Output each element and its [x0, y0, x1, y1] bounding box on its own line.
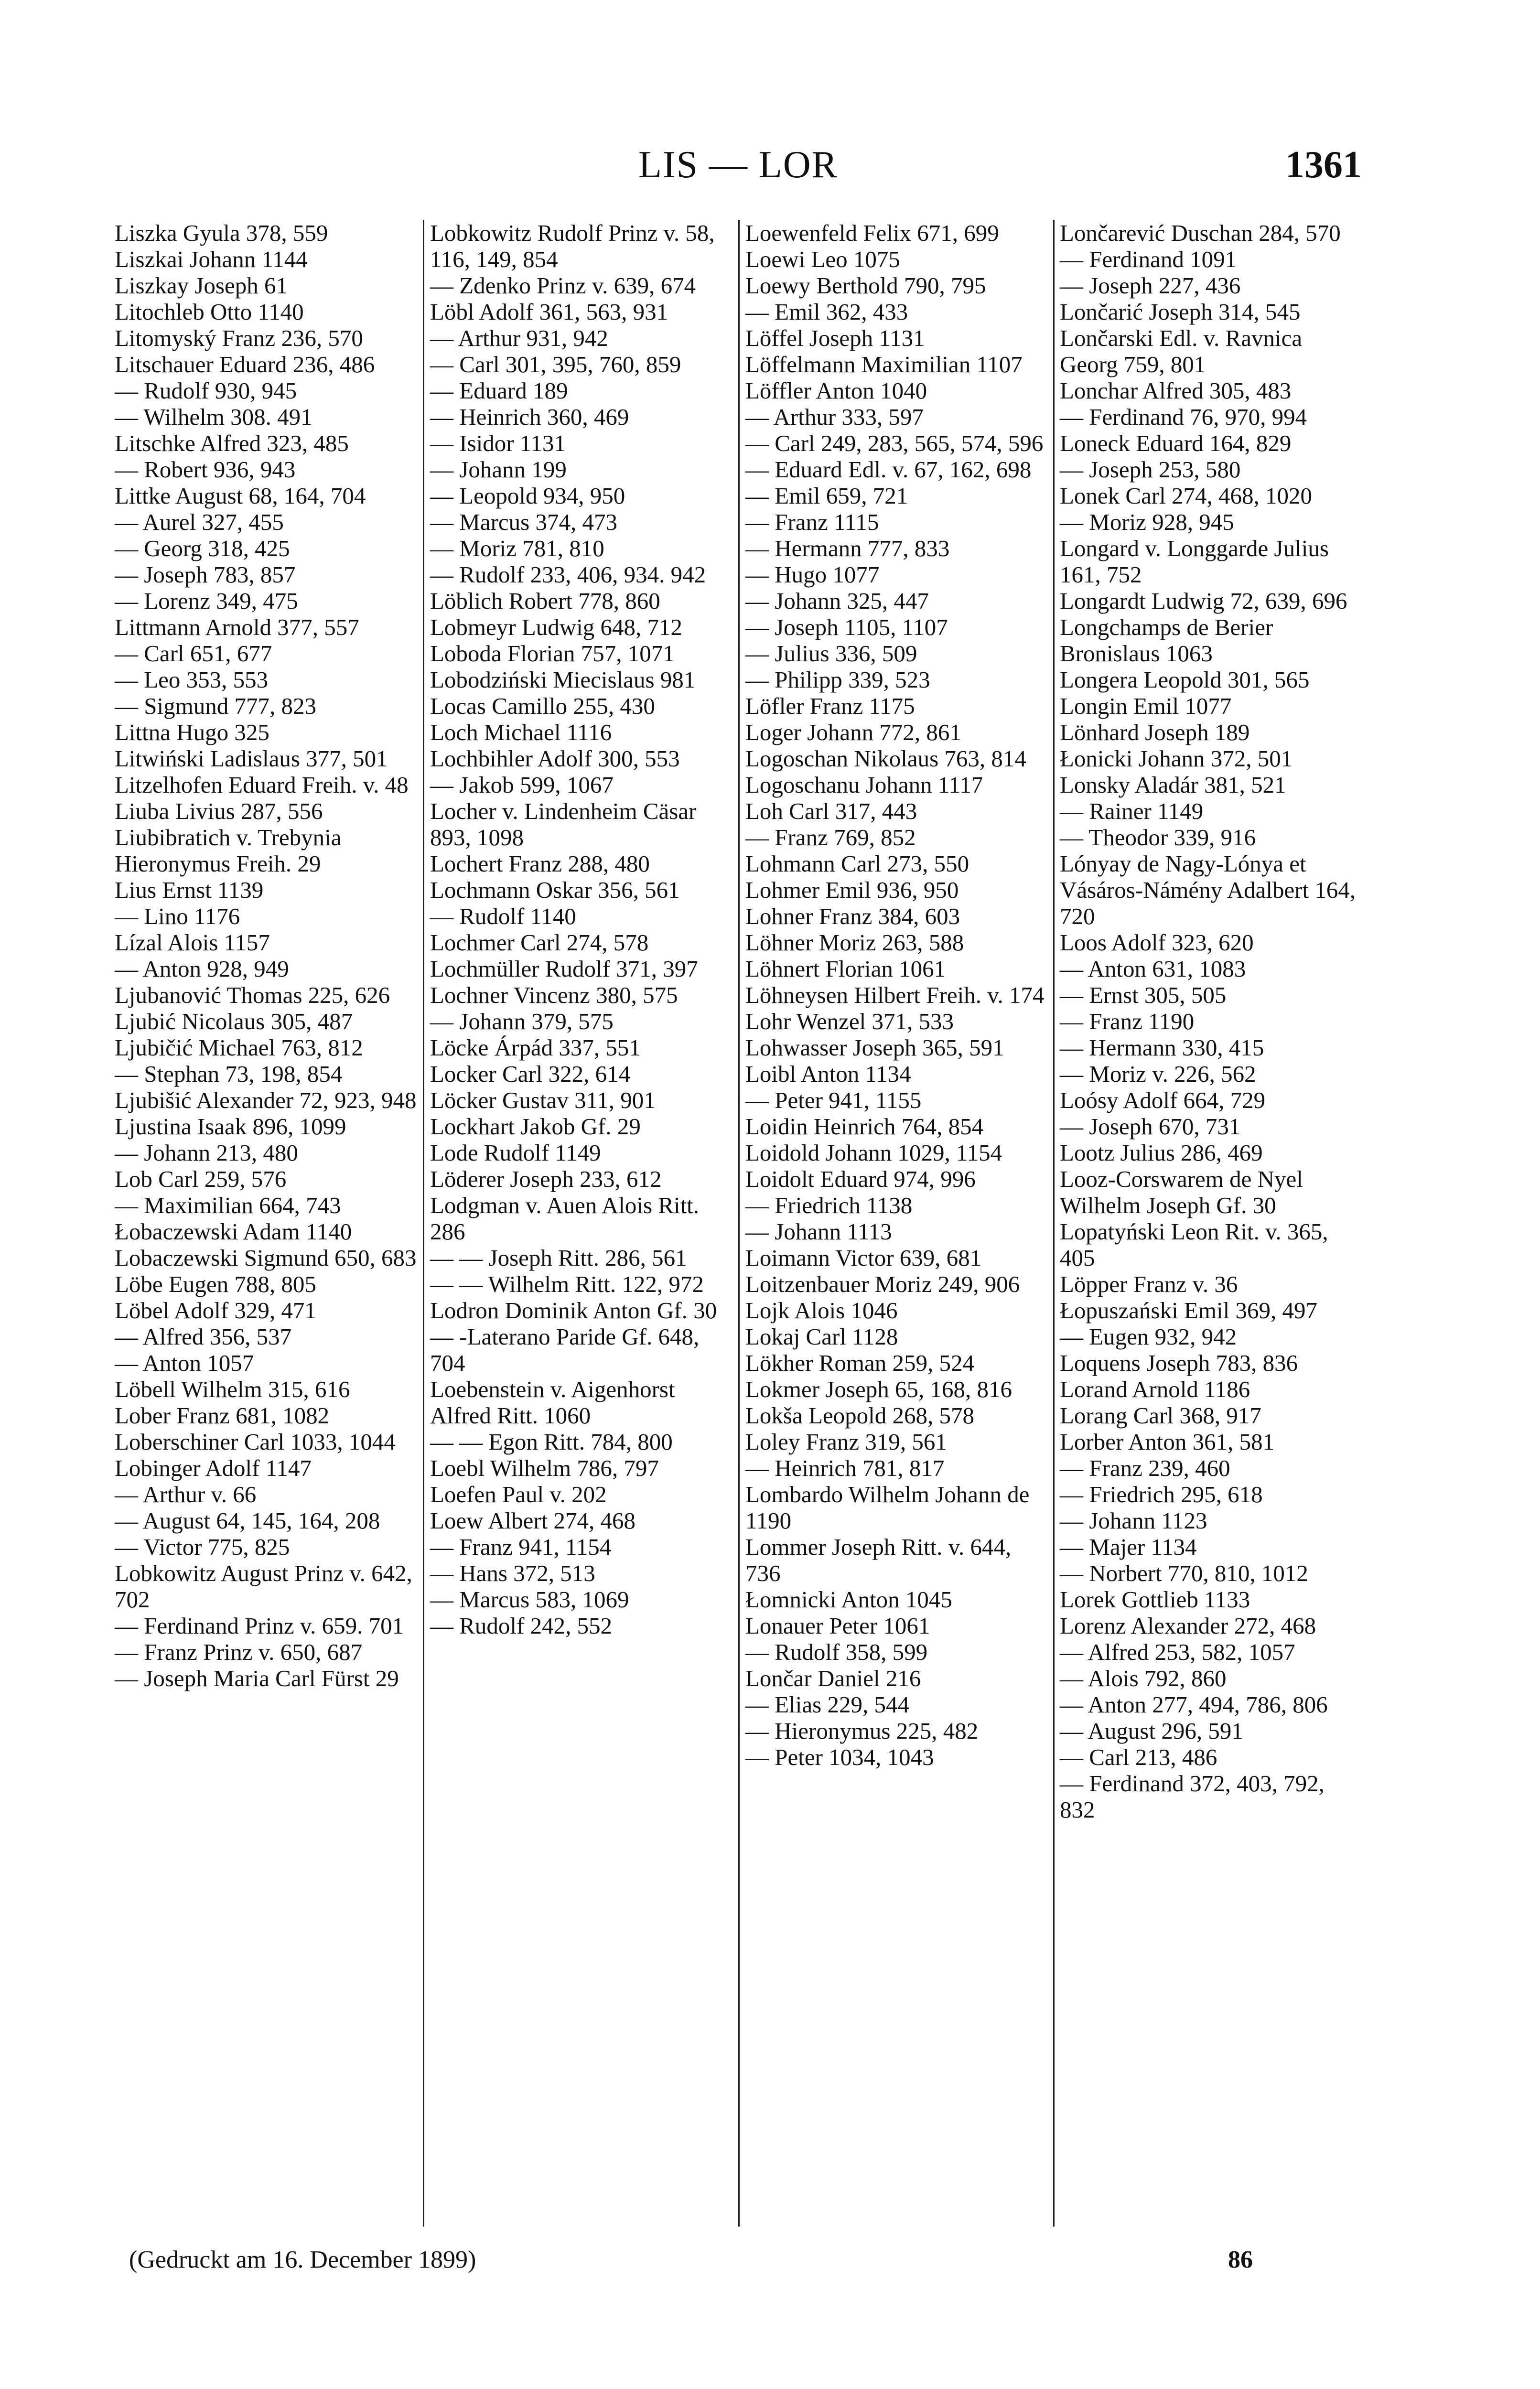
index-entry: Lode Rudolf 1149	[430, 1140, 601, 1166]
index-entry: — Leopold 934, 950	[430, 483, 625, 509]
index-entry: — Peter 1034, 1043	[745, 1744, 934, 1770]
index-entry: Loquens Joseph 783, 836	[1060, 1350, 1298, 1376]
index-entry: Lochbihler Adolf 300, 553	[430, 745, 680, 772]
index-entry: Löpper Franz v. 36	[1060, 1271, 1238, 1297]
index-entry: Łopuszański Emil 369, 497	[1060, 1297, 1317, 1324]
index-entry: Lohmer Emil 936, 950	[745, 877, 959, 903]
index-entry: Lopatyński Leon Rit. v. 365, 405	[1060, 1218, 1334, 1271]
index-entry: — Robert 936, 943	[115, 456, 296, 483]
index-entry: Littna Hugo 325	[115, 719, 269, 745]
index-entry: Lonek Carl 274, 468, 1020	[1060, 483, 1313, 509]
index-entry: Lohwasser Joseph 365, 591	[745, 1034, 1004, 1061]
index-entry: Löffler Anton 1040	[745, 377, 927, 404]
column-rule	[738, 220, 740, 2227]
index-entry: — Joseph 1105, 1107	[745, 614, 948, 640]
index-entry: Loger Johann 772, 861	[745, 719, 961, 745]
index-entry: Löhnert Florian 1061	[745, 956, 946, 982]
index-entry: — Theodor 339, 916	[1060, 824, 1256, 850]
page-footer	[115, 2246, 1362, 2284]
index-entry: — Arthur 333, 597	[745, 404, 924, 430]
index-entry: Lochert Franz 288, 480	[430, 850, 650, 877]
index-entry: — Joseph Maria Carl Fürst 29	[115, 1665, 399, 1691]
index-entry: Loch Michael 1116	[430, 719, 612, 745]
index-entry: Loefen Paul v. 202	[430, 1481, 607, 1507]
index-entry: Lonauer Peter 1061	[745, 1613, 930, 1639]
index-entry: Löbel Adolf 329, 471	[115, 1297, 316, 1324]
index-entry: — Moriz 781, 810	[430, 535, 604, 561]
index-entry: Lízal Alois 1157	[115, 929, 270, 956]
index-entry: Lohr Wenzel 371, 533	[745, 1008, 954, 1034]
index-entry: Looz-Corswarem de Nyel Wilhelm Joseph Gf. 30	[1060, 1166, 1309, 1218]
index-entry: Lohmann Carl 273, 550	[745, 850, 969, 877]
index-entry: — Carl 301, 395, 760, 859	[430, 351, 681, 377]
index-entry: — -Laterano Paride Gf. 648, 704	[430, 1324, 705, 1376]
index-entry: Lobinger Adolf 1147	[115, 1455, 312, 1481]
print-date-note: (Gedruckt am 16. December 1899)	[129, 2246, 476, 2273]
index-entry: — Rudolf 242, 552	[430, 1613, 613, 1639]
index-entry: — Hans 372, 513	[430, 1560, 595, 1586]
signature-mark: 86	[1228, 2246, 1253, 2273]
index-entry: Locas Camillo 255, 430	[430, 693, 655, 719]
index-entry: Longardt Ludwig 72, 639, 696	[1060, 588, 1347, 614]
index-entry: — Franz 239, 460	[1060, 1455, 1230, 1481]
index-entry: — Alfred 253, 582, 1057	[1060, 1639, 1295, 1665]
index-entry: — Carl 651, 677	[115, 640, 272, 667]
index-entry: Löfler Franz 1175	[745, 693, 915, 719]
index-entry: — Marcus 374, 473	[430, 509, 617, 535]
index-entry: — Heinrich 781, 817	[745, 1455, 945, 1481]
index-entry: — Johann 213, 480	[115, 1140, 298, 1166]
index-entry: Loitzenbauer Moriz 249, 906	[745, 1271, 1020, 1297]
index-entry: Lokaj Carl 1128	[745, 1324, 898, 1350]
index-entry: — Rainer 1149	[1060, 798, 1204, 824]
index-entry: — Emil 362, 433	[745, 299, 908, 325]
index-entry: Litzelhofen Eduard Freih. v. 48	[115, 772, 409, 798]
index-entry: — Johann 325, 447	[745, 588, 929, 614]
index-entry: — Hieronymus 225, 482	[745, 1718, 979, 1744]
index-entry: — Ernst 305, 505	[1060, 982, 1227, 1008]
index-entry: — Lino 1176	[115, 903, 240, 929]
index-entry: Lorber Anton 361, 581	[1060, 1429, 1275, 1455]
index-entry: Löderer Joseph 233, 612	[430, 1166, 662, 1192]
index-entry: Liuba Livius 287, 556	[115, 798, 323, 824]
index-entry: — Peter 941, 1155	[745, 1087, 922, 1113]
index-entry: Lochner Vincenz 380, 575	[430, 982, 678, 1008]
index-entry: Lončarski Edl. v. Ravnica Georg 759, 801	[1060, 325, 1308, 377]
index-entry: Litwiński Ladislaus 377, 501	[115, 745, 388, 772]
index-entry: — Marcus 583, 1069	[430, 1586, 629, 1613]
index-entry: Loimann Victor 639, 681	[745, 1245, 982, 1271]
index-entry: — Friedrich 1138	[745, 1192, 913, 1218]
index-entry: — Julius 336, 509	[745, 640, 917, 667]
index-entry: — Ferdinand Prinz v. 659. 701	[115, 1613, 404, 1639]
index-entry: Löffelmann Maximilian 1107	[745, 351, 1023, 377]
index-entry: Liubibratich v. Trebynia Hieronymus Freih. 29	[115, 824, 347, 877]
index-entry: Lorek Gottlieb 1133	[1060, 1586, 1250, 1613]
index-entry: — — Egon Ritt. 784, 800	[430, 1429, 673, 1455]
index-entry: — Franz 1190	[1060, 1008, 1195, 1034]
index-entry: — Maximilian 664, 743	[115, 1192, 341, 1218]
index-entry: — Rudolf 930, 945	[115, 377, 297, 404]
index-entry: Lius Ernst 1139	[115, 877, 264, 903]
index-entry: Lobaczewski Sigmund 650, 683	[115, 1245, 417, 1271]
index-entry: Lorang Carl 368, 917	[1060, 1402, 1261, 1429]
index-entry: — — Wilhelm Ritt. 122, 972	[430, 1271, 704, 1297]
index-entry: — Joseph 253, 580	[1060, 456, 1241, 483]
index-entry: Loewi Leo 1075	[745, 246, 900, 272]
index-columns	[115, 220, 1362, 2227]
index-entry: — Rudolf 358, 599	[745, 1639, 928, 1665]
index-entry: Löbl Adolf 361, 563, 931	[430, 299, 668, 325]
index-entry: Löbe Eugen 788, 805	[115, 1271, 316, 1297]
index-entry: — Hermann 330, 415	[1060, 1034, 1264, 1061]
index-entry: — Johann 1123	[1060, 1507, 1207, 1534]
page-number: 1361	[1285, 144, 1362, 186]
index-entry: Loewenfeld Felix 671, 699	[745, 220, 999, 246]
index-entry: — Heinrich 360, 469	[430, 404, 629, 430]
index-entry: — Hugo 1077	[745, 561, 880, 588]
index-entry: Ljustina Isaak 896, 1099	[115, 1113, 346, 1140]
index-entry: Lončarević Duschan 284, 570	[1060, 220, 1341, 246]
index-entry: Lobmeyr Ludwig 648, 712	[430, 614, 683, 640]
index-entry: — Arthur v. 66	[115, 1481, 257, 1507]
index-entry: — Alfred 356, 537	[115, 1324, 292, 1350]
index-entry: Longard v. Longgarde Julius 161, 752	[1060, 535, 1335, 588]
index-entry: Litschauer Eduard 236, 486	[115, 351, 375, 377]
index-entry: — Leo 353, 553	[115, 667, 269, 693]
index-entry: Łobaczewski Adam 1140	[115, 1218, 352, 1245]
index-entry: Lootz Julius 286, 469	[1060, 1140, 1263, 1166]
index-entry: Lorenz Alexander 272, 468	[1060, 1613, 1316, 1639]
index-entry: Loh Carl 317, 443	[745, 798, 917, 824]
index-entry: — Lorenz 349, 475	[115, 588, 298, 614]
index-entry: Loósy Adolf 664, 729	[1060, 1087, 1266, 1113]
index-entry: — Johann 1113	[745, 1218, 892, 1245]
index-entry: Longin Emil 1077	[1060, 693, 1232, 719]
index-entry: Loebenstein v. Aigenhorst Alfred Ritt. 1060	[430, 1376, 680, 1429]
index-entry: Loidold Johann 1029, 1154	[745, 1140, 1002, 1166]
index-entry: Longera Leopold 301, 565	[1060, 667, 1310, 693]
index-entry: — Joseph 670, 731	[1060, 1113, 1241, 1140]
index-entry: Lojk Alois 1046	[745, 1297, 898, 1324]
index-entry: Loidin Heinrich 764, 854	[745, 1113, 984, 1140]
index-entry: Logoschan Nikolaus 763, 814	[745, 745, 1026, 772]
index-entry: — Joseph 227, 436	[1060, 272, 1241, 299]
index-entry: Loebl Wilhelm 786, 797	[430, 1455, 659, 1481]
index-entry: Loew Albert 274, 468	[430, 1507, 636, 1534]
index-entry: Liszka Gyula 378, 559	[115, 220, 328, 246]
column-1	[115, 220, 417, 2227]
column-4	[1060, 220, 1362, 2227]
index-entry: Lonsky Aladár 381, 521	[1060, 772, 1286, 798]
index-entry: Löblich Robert 778, 860	[430, 588, 660, 614]
index-entry: — Anton 631, 1083	[1060, 956, 1246, 982]
index-entry: — Ferdinand 372, 403, 792, 832	[1060, 1770, 1331, 1823]
index-entry: — Carl 249, 283, 565, 574, 596	[745, 430, 1044, 456]
index-entry: — Stephan 73, 198, 854	[115, 1061, 343, 1087]
column-3	[745, 220, 1047, 2227]
index-entry: Liszkay Joseph 61	[115, 272, 288, 299]
index-entry: — Anton 1057	[115, 1350, 254, 1376]
index-entry: — Sigmund 777, 823	[115, 693, 316, 719]
index-entry: — Ferdinand 1091	[1060, 246, 1237, 272]
index-entry: Loberschiner Carl 1033, 1044	[115, 1429, 396, 1455]
index-entry: Łomnicki Anton 1045	[745, 1586, 952, 1613]
index-entry: Littmann Arnold 377, 557	[115, 614, 359, 640]
index-entry: Löcke Árpád 337, 551	[430, 1034, 641, 1061]
index-entry: Longchamps de Berier Bronislaus 1063	[1060, 614, 1279, 667]
index-entry: — Zdenko Prinz v. 639, 674	[430, 272, 696, 299]
index-entry: Lohner Franz 384, 603	[745, 903, 960, 929]
index-entry: Ljubišić Alexander 72, 923, 948	[115, 1087, 417, 1113]
index-entry: — Hermann 777, 833	[745, 535, 950, 561]
column-rule	[423, 220, 424, 2227]
index-entry: Lodron Dominik Anton Gf. 30	[430, 1297, 717, 1324]
index-entry: — Eduard 189	[430, 377, 568, 404]
index-entry: — Moriz 928, 945	[1060, 509, 1234, 535]
index-entry: Lochmüller Rudolf 371, 397	[430, 956, 698, 982]
index-entry: — Emil 659, 721	[745, 483, 908, 509]
index-entry: Locker Carl 322, 614	[430, 1061, 631, 1087]
index-entry: — Georg 318, 425	[115, 535, 290, 561]
index-entry: — Rudolf 233, 406, 934. 942	[430, 561, 706, 588]
index-entry: Loboda Florian 757, 1071	[430, 640, 675, 667]
page-header	[115, 143, 1362, 196]
column-2	[430, 220, 732, 2227]
index-entry: — Elias 229, 544	[745, 1691, 909, 1718]
index-entry: Loneck Eduard 164, 829	[1060, 430, 1292, 456]
index-entry: Loos Adolf 323, 620	[1060, 929, 1254, 956]
index-entry: — Isidor 1131	[430, 430, 566, 456]
index-entry: — Majer 1134	[1060, 1534, 1197, 1560]
index-entry: — Johann 379, 575	[430, 1008, 614, 1034]
index-entry: Löcker Gustav 311, 901	[430, 1087, 656, 1113]
index-entry: — Arthur 931, 942	[430, 325, 608, 351]
index-entry: Löbell Wilhelm 315, 616	[115, 1376, 350, 1402]
index-entry: Lokmer Joseph 65, 168, 816	[745, 1376, 1012, 1402]
index-entry: — Eugen 932, 942	[1060, 1324, 1237, 1350]
index-entry: Löhneysen Hilbert Freih. v. 174	[745, 982, 1045, 1008]
index-entry: Lob Carl 259, 576	[115, 1166, 287, 1192]
index-entry: — Jakob 599, 1067	[430, 772, 614, 798]
index-entry: — Anton 928, 949	[115, 956, 289, 982]
index-entry: Logoschanu Johann 1117	[745, 772, 983, 798]
index-entry: — Victor 775, 825	[115, 1534, 290, 1560]
index-entry: Lončarić Joseph 314, 545	[1060, 299, 1301, 325]
index-entry: — August 64, 145, 164, 208	[115, 1507, 380, 1534]
index-entry: — Alois 792, 860	[1060, 1665, 1227, 1691]
index-entry: Lobkowitz August Prinz v. 642, 702	[115, 1560, 419, 1613]
index-entry: — Wilhelm 308. 491	[115, 404, 312, 430]
index-entry: — Philipp 339, 523	[745, 667, 930, 693]
index-entry: Lončar Daniel 216	[745, 1665, 921, 1691]
index-entry: — Franz 769, 852	[745, 824, 916, 850]
index-entry: Löhner Moriz 263, 588	[745, 929, 964, 956]
index-entry: Locher v. Lindenheim Cäsar 893, 1098	[430, 798, 702, 850]
index-entry: Lönhard Joseph 189	[1060, 719, 1250, 745]
index-entry: — Rudolf 1140	[430, 903, 576, 929]
index-entry: — Franz Prinz v. 650, 687	[115, 1639, 363, 1665]
index-entry: Loley Franz 319, 561	[745, 1429, 947, 1455]
index-entry: Lombardo Wilhelm Johann de 1190	[745, 1481, 1035, 1534]
index-entry: — Ferdinand 76, 970, 994	[1060, 404, 1307, 430]
index-entry: Ljubičić Michael 763, 812	[115, 1034, 363, 1061]
index-entry: Lodgman v. Auen Alois Ritt. 286	[430, 1192, 705, 1245]
index-entry: Lokša Leopold 268, 578	[745, 1402, 975, 1429]
index-entry: Litschke Alfred 323, 485	[115, 430, 349, 456]
index-entry: Lobodziński Miecislaus 981	[430, 667, 696, 693]
index-entry: Littke August 68, 164, 704	[115, 483, 366, 509]
index-entry: Loewy Berthold 790, 795	[745, 272, 986, 299]
index-entry: Lochmann Oskar 356, 561	[430, 877, 680, 903]
index-entry: — Franz 941, 1154	[430, 1534, 612, 1560]
index-entry: Loibl Anton 1134	[745, 1061, 911, 1087]
index-entry: Lökher Roman 259, 524	[745, 1350, 975, 1376]
index-entry: Lommer Joseph Ritt. v. 644, 736	[745, 1534, 1017, 1586]
index-entry: Löffel Joseph 1131	[745, 325, 925, 351]
index-entry: Lockhart Jakob Gf. 29	[430, 1113, 641, 1140]
running-head: LIS — LOR	[638, 144, 838, 186]
index-entry: Litochleb Otto 1140	[115, 299, 304, 325]
column-rule	[1053, 220, 1055, 2227]
index-entry: Ljubić Nicolaus 305, 487	[115, 1008, 353, 1034]
index-entry: — August 296, 591	[1060, 1718, 1243, 1744]
index-entry: Litomyský Franz 236, 570	[115, 325, 363, 351]
index-entry: — Carl 213, 486	[1060, 1744, 1217, 1770]
index-entry: — Aurel 327, 455	[115, 509, 284, 535]
index-entry: Lónyay de Nagy-Lónya et Vásáros-Námény Adalbert 164, 720	[1060, 850, 1362, 929]
index-entry: Lonchar Alfred 305, 483	[1060, 377, 1292, 404]
index-entry: Ljubanović Thomas 225, 626	[115, 982, 390, 1008]
index-entry: — — Joseph Ritt. 286, 561	[430, 1245, 687, 1271]
index-entry: — Eduard Edl. v. 67, 162, 698	[745, 456, 1032, 483]
index-entry: Lobkowitz Rudolf Prinz v. 58, 116, 149, 854	[430, 220, 721, 272]
index-entry: — Franz 1115	[745, 509, 879, 535]
index-entry: Łonicki Johann 372, 501	[1060, 745, 1293, 772]
index-entry: — Joseph 783, 857	[115, 561, 296, 588]
index-entry: Lober Franz 681, 1082	[115, 1402, 330, 1429]
index-entry: Liszkai Johann 1144	[115, 246, 308, 272]
index-entry: — Norbert 770, 810, 1012	[1060, 1560, 1308, 1586]
index-entry: — Moriz v. 226, 562	[1060, 1061, 1256, 1087]
index-entry: — Anton 277, 494, 786, 806	[1060, 1691, 1328, 1718]
index-entry: Lorand Arnold 1186	[1060, 1376, 1250, 1402]
index-entry: Loidolt Eduard 974, 996	[745, 1166, 976, 1192]
index-entry: — Friedrich 295, 618	[1060, 1481, 1263, 1507]
index-entry: Lochmer Carl 274, 578	[430, 929, 649, 956]
index-entry: — Johann 199	[430, 456, 567, 483]
